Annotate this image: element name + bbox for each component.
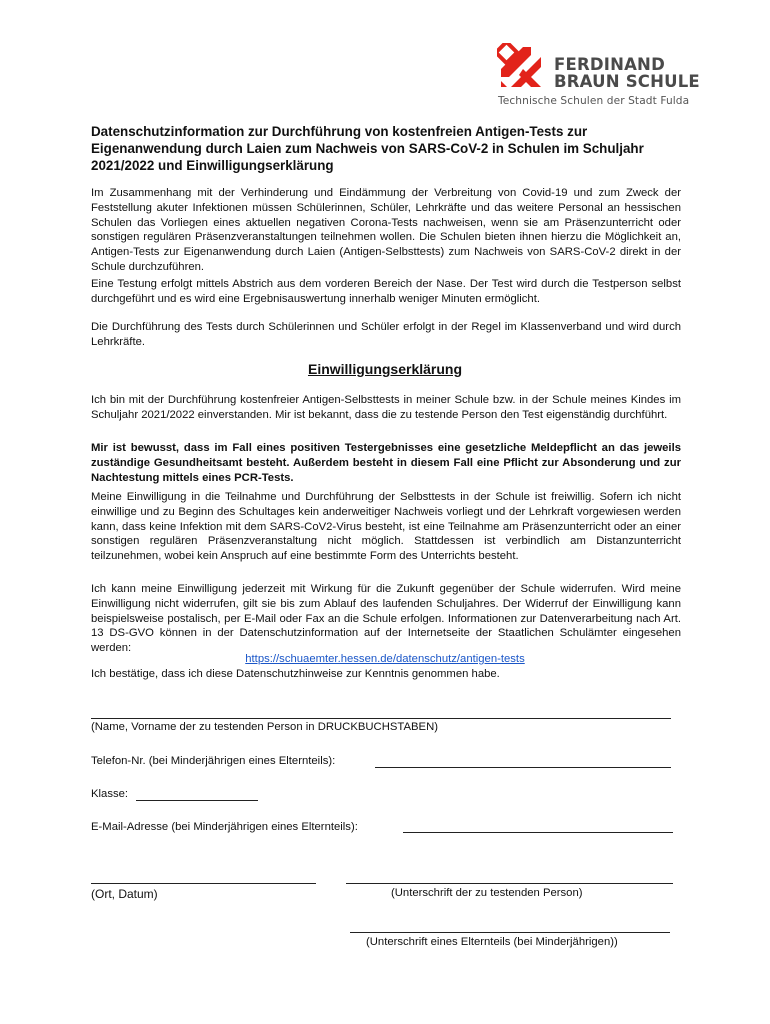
school-name (554, 56, 700, 90)
signature-parent-line[interactable] (350, 932, 670, 933)
school-name-line2: BRAUN SCHULE (554, 72, 700, 91)
consent-paragraph-3: Ich kann meine Einwilligung jederzeit mit Wirkung für die Zukunft gegenüber der Schule widerrufen. Wird meine Einwilligung nicht widerrufen, gilt sie bis zum Ablauf des laufenden Schuljahres. Der Widerruf der Einwilligung kann beispielsweise postalisch, per E-Mail oder Fax an die Schule erfolgen. Informationen zur Datenverarbeitung nach Art. 13 DS-GVO können in der Datenschutzinformation auf der Internetseite der Staatlichen Schulämter eingesehen werden: (91, 583, 681, 655)
consent-heading: Einwilligungserklärung (307, 361, 463, 377)
class-label: Klasse: (91, 788, 129, 800)
intro-paragraph-3: Die Durchführung des Tests durch Schülerinnen und Schüler erfolgt in der Regel im Klassenverband und wird durch Lehrkräfte. (91, 321, 681, 348)
document-title: Datenschutzinformation zur Durchführung von kostenfreien Antigen-Tests zur Eigenanwendung durch Laien zum Nachweis von SARS-CoV-2 in Schulen im Schuljahr 2021/2022 und Einwilligungserklärung (91, 124, 644, 173)
place-date-line[interactable] (91, 883, 316, 884)
signature-person-label: (Unterschrift der zu testenden Person) (391, 887, 583, 899)
email-label: E-Mail-Adresse (bei Minderjährigen eines Elternteils): (91, 821, 358, 833)
name-line[interactable] (91, 718, 671, 719)
email-line[interactable] (403, 832, 673, 833)
confirmation-text: Ich bestätige, dass ich diese Datenschutzhinweise zur Kenntnis genommen habe. (91, 668, 500, 680)
school-name-line1: FERDINAND (554, 55, 665, 74)
place-date-label: (Ort, Datum) (91, 887, 158, 901)
phone-line[interactable] (375, 767, 671, 768)
signature-parent-label: (Unterschrift eines Elternteils (bei Minderjährigen)) (366, 936, 618, 948)
phone-label: Telefon-Nr. (bei Minderjährigen eines Elternteils): (91, 755, 336, 767)
intro-paragraph-1: Im Zusammenhang mit der Verhinderung und Eindämmung der Verbreitung von Covid-19 und zum Zweck der Feststellung akuter Infektionen müssen Schülerinnen, Schüler, Lehrkräfte und das weitere Personal an hessischen Schulen das Vorliegen eines aktuellen negativen Corona-Tests nachweisen, wenn sie am Präsenzunterricht oder sonstigen regulären Präsenzveranstaltungen teilnehmen wollen. Die Schulen bieten ihnen hierzu die Möglichkeit an, Antigen-Tests zur Eigenanwendung durch Laien (Antigen-Selbsttests) zum Nachweis von SARS-CoV-2 direkt in der Schule durchzuführen. (91, 187, 681, 273)
school-logo-icon (497, 43, 545, 91)
consent-paragraph-2: Meine Einwilligung in die Teilnahme und Durchführung der Selbsttests in der Schule ist freiwillig. Sofern ich nicht einwillige und zu Beginn des Schultages kein anderweitiger Nachweis vorliegt und der Lehrkraft vorgewiesen werden kann, dass keine Infektion mit dem SARS-CoV2-Virus besteht, ist eine Teilnahme am Präsenzunterricht oder an einer sonstigen regulären Präsenzveranstaltung nicht möglich. Stattdessen ist verbindlich am Distanzunterricht teilzunehmen, wobei kein Anspruch auf eine bestimmte Form des Unterrichts besteht. (91, 491, 681, 563)
consent-paragraph-1: Ich bin mit der Durchführung kostenfreier Antigen-Selbsttests in meiner Schule bzw. in der Schule meines Kindes im Schuljahr 2021/2022 einverstanden. Mir ist bekannt, dass die zu testende Person den Test eigenständig durchführt. (91, 394, 681, 421)
school-subtitle: Technische Schulen der Stadt Fulda (498, 95, 690, 107)
intro-paragraph-2: Eine Testung erfolgt mittels Abstrich aus dem vorderen Bereich der Nase. Der Test wird durch die Testperson selbst durchgeführt und es wird eine Ergebnisauswertung innerhalb weniger Minuten ermöglicht. (91, 278, 681, 305)
signature-person-line[interactable] (346, 883, 673, 884)
datenschutz-link[interactable]: https://schuaemter.hessen.de/datenschutz/antigen-tests (245, 653, 525, 665)
class-line[interactable] (136, 800, 258, 801)
name-label: (Name, Vorname der zu testenden Person in DRUCKBUCHSTABEN) (91, 721, 438, 733)
consent-paragraph-bold: Mir ist bewusst, dass im Fall eines positiven Testergebnisses eine gesetzliche Meldepflicht an das jeweils zuständige Gesundheitsamt besteht. Außerdem besteht in diesem Fall eine Pflicht zur Absonderung und zur Nachtestung mittels eines PCR-Tests. (91, 442, 681, 484)
